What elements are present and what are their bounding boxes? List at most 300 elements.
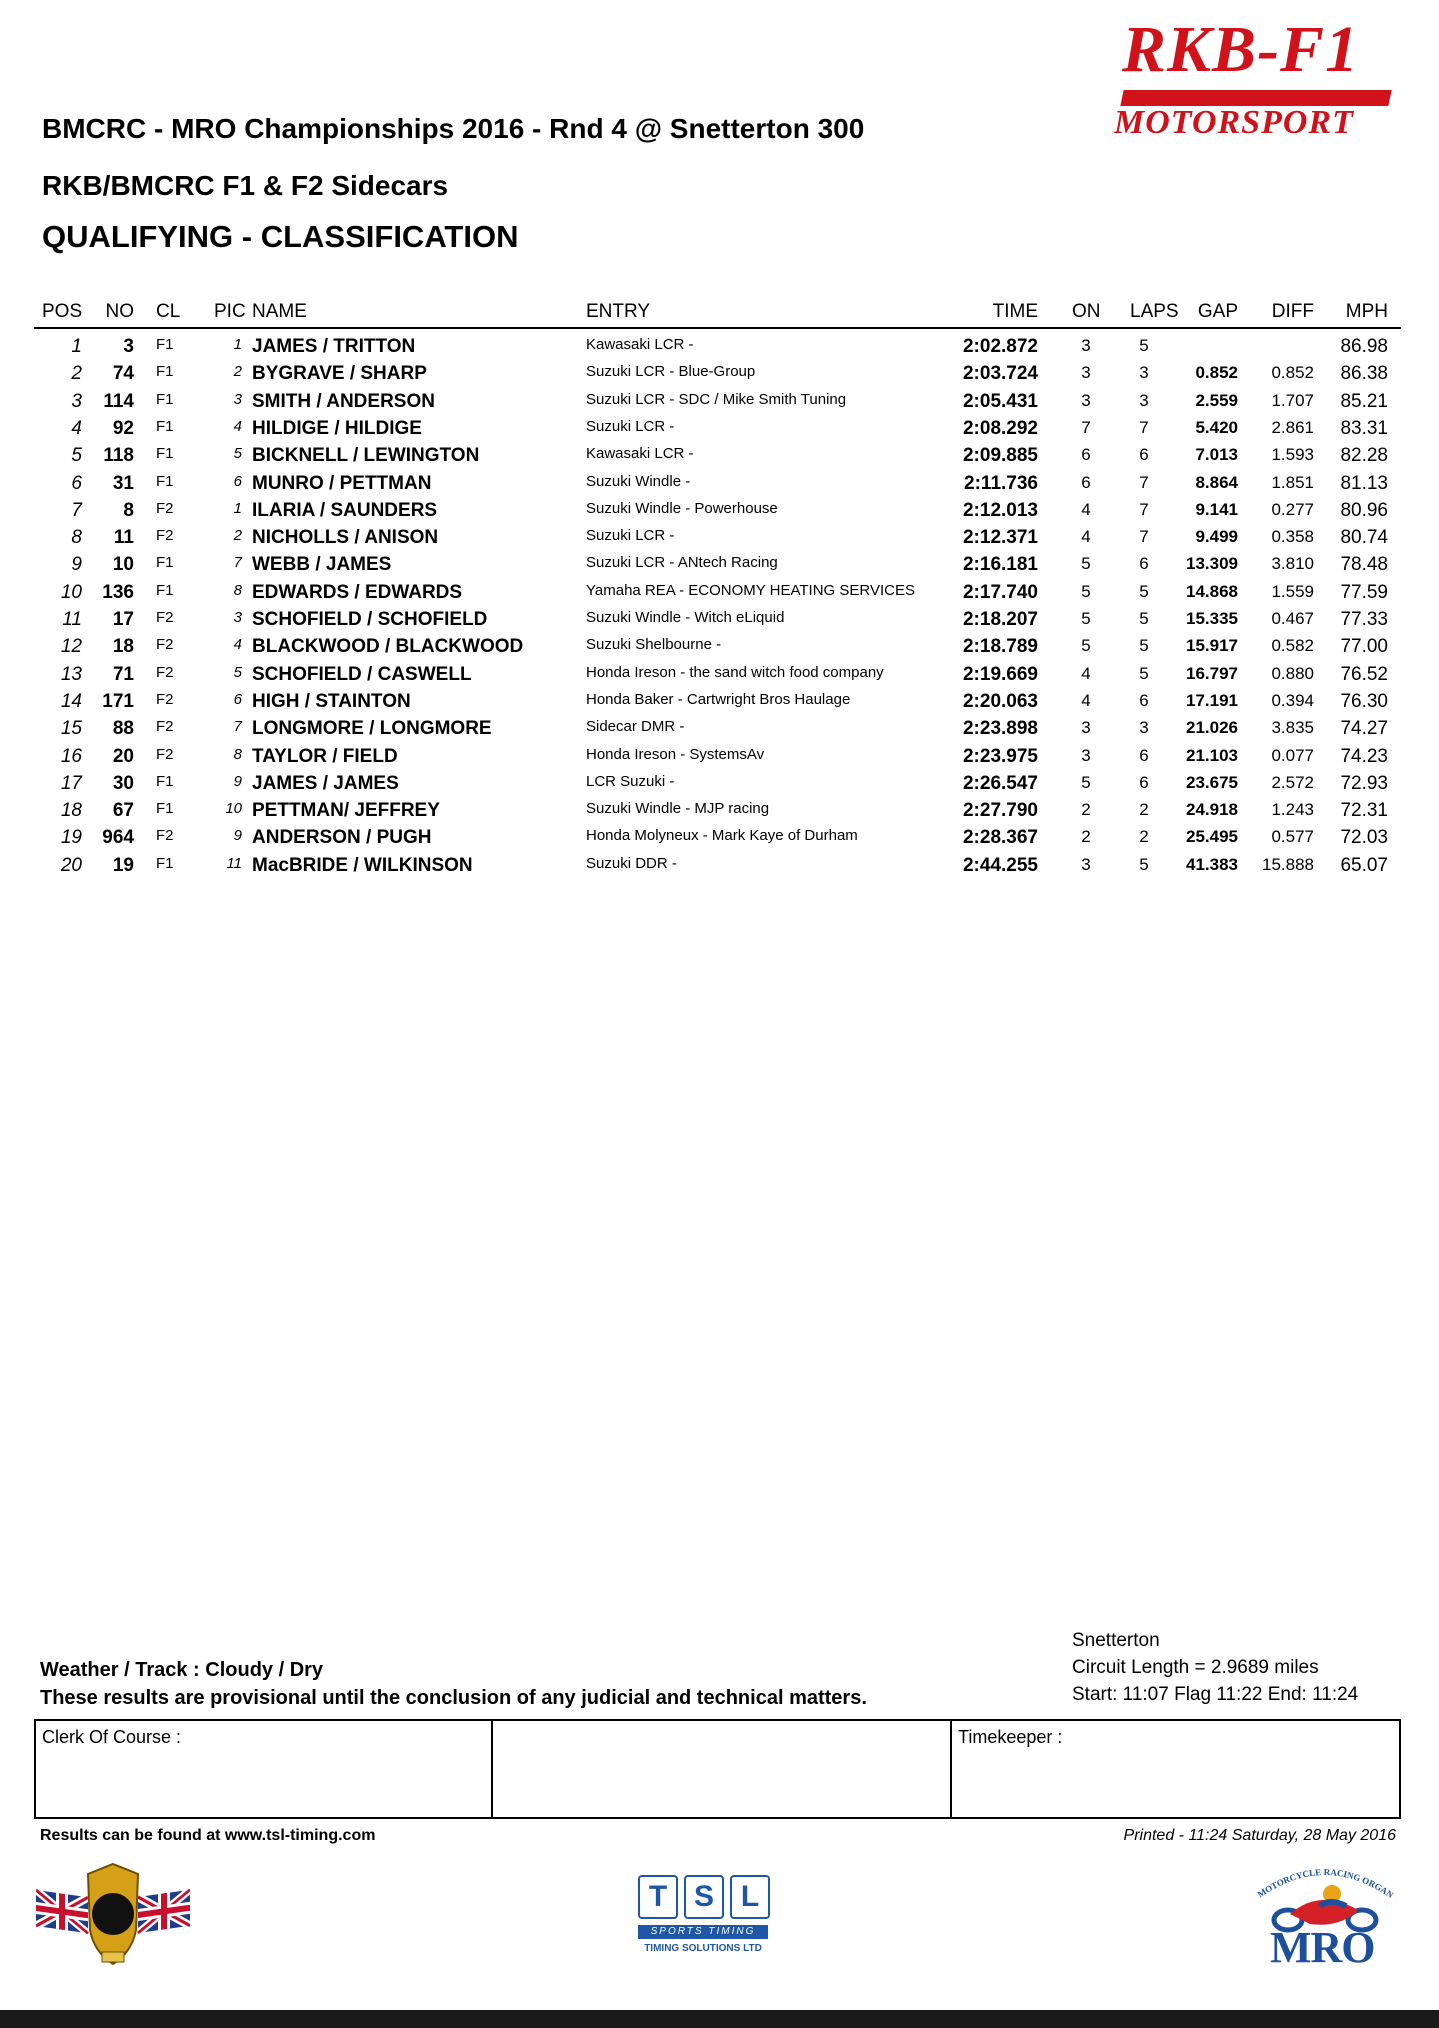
cell-diff: 0.358 xyxy=(1271,527,1314,547)
table-row xyxy=(0,527,1439,554)
cell-diff: 0.277 xyxy=(1271,499,1314,519)
cell-time: 2:02.872 xyxy=(962,336,1038,357)
cell-on: 3 xyxy=(1081,336,1091,355)
cell-entry: Suzuki LCR - ANtech Racing xyxy=(586,554,778,572)
cell-pos: 19 xyxy=(60,827,82,849)
cell-gap: 16.797 xyxy=(1186,663,1238,683)
cell-cl: F1 xyxy=(156,472,174,490)
cell-name: HIGH / STAINTON xyxy=(252,690,411,712)
cell-pos: 2 xyxy=(71,363,82,385)
table-row xyxy=(0,418,1439,445)
cell-entry: Honda Baker - Cartwright Bros Haulage xyxy=(586,690,851,708)
weather-track: Weather / Track : Cloudy / Dry xyxy=(40,1659,324,1681)
cell-time: 2:08.292 xyxy=(962,417,1038,439)
cell-cl: F2 xyxy=(156,663,174,681)
cell-name: SMITH / ANDERSON xyxy=(252,390,435,412)
cell-name: HILDIGE / HILDIGE xyxy=(252,417,422,439)
cell-pos: 15 xyxy=(60,718,82,740)
table-row xyxy=(0,800,1439,827)
cell-diff: 0.077 xyxy=(1271,745,1314,765)
cell-cl: F2 xyxy=(156,609,174,626)
session-title: QUALIFYING - CLASSIFICATION xyxy=(42,219,519,254)
cell-pic: 7 xyxy=(233,718,242,736)
cell-pic: 2 xyxy=(233,527,242,545)
table-row xyxy=(0,500,1439,527)
cell-on: 4 xyxy=(1081,690,1091,710)
cell-entry: Suzuki LCR - SDC / Mike Smith Tuning xyxy=(586,390,847,408)
col-header-entry: ENTRY xyxy=(586,301,651,322)
table-row xyxy=(0,664,1439,691)
table-row xyxy=(0,718,1439,745)
cell-on: 4 xyxy=(1081,527,1091,547)
cell-entry: Honda Ireson - SystemsAv xyxy=(586,745,765,763)
cell-cl: F1 xyxy=(156,445,174,463)
cell-gap: 9.499 xyxy=(1195,527,1238,547)
cell-laps: 3 xyxy=(1139,718,1149,738)
cell-no: 71 xyxy=(112,663,134,685)
cell-pic: 1 xyxy=(233,499,242,517)
cell-pos: 12 xyxy=(60,636,82,658)
col-header-on: ON xyxy=(1072,301,1101,322)
cell-name: BLACKWOOD / BLACKWOOD xyxy=(252,636,524,658)
cell-no: 19 xyxy=(112,854,134,876)
tsl-letter-s: S xyxy=(684,1875,724,1919)
cell-no: 11 xyxy=(113,527,134,549)
cell-pic: 9 xyxy=(233,772,242,790)
cell-cl: F1 xyxy=(156,854,174,872)
cell-pic: 8 xyxy=(233,745,242,763)
timekeeper-cell xyxy=(952,1721,1399,1817)
cell-pic: 2 xyxy=(233,363,242,381)
cell-name: TAYLOR / FIELD xyxy=(252,745,398,767)
cell-on: 4 xyxy=(1081,499,1091,519)
cell-pos: 14 xyxy=(60,690,82,712)
cell-laps: 6 xyxy=(1139,745,1149,765)
cell-gap: 25.495 xyxy=(1186,827,1238,847)
cell-no: 964 xyxy=(102,827,134,849)
blank-signature-cell xyxy=(493,1721,952,1817)
cell-entry: LCR Suzuki - xyxy=(586,772,675,790)
cell-pic: 10 xyxy=(225,800,242,818)
cell-laps: 5 xyxy=(1139,336,1149,355)
cell-cl: F1 xyxy=(156,390,174,408)
cell-no: 171 xyxy=(102,690,134,712)
cell-laps: 5 xyxy=(1139,663,1149,683)
col-header-laps: LAPS xyxy=(1130,301,1179,322)
col-header-diff: DIFF xyxy=(1271,301,1314,322)
cell-no: 114 xyxy=(103,390,134,412)
cell-on: 3 xyxy=(1081,363,1091,383)
cell-time: 2:09.885 xyxy=(962,445,1038,467)
cell-pos: 18 xyxy=(60,800,82,822)
cell-gap: 14.868 xyxy=(1186,581,1238,601)
table-row xyxy=(0,746,1439,773)
cell-pos: 9 xyxy=(71,554,82,576)
cell-diff: 1.559 xyxy=(1271,581,1314,601)
cell-mph: 76.52 xyxy=(1340,663,1388,685)
cell-cl: F2 xyxy=(156,636,174,654)
cell-pic: 6 xyxy=(233,690,242,708)
cell-cl: F1 xyxy=(156,417,174,435)
mro-logo xyxy=(1250,1858,1400,1970)
cell-no: 30 xyxy=(112,772,134,794)
cell-pos: 13 xyxy=(60,663,82,685)
table-row xyxy=(0,691,1439,718)
cell-pic: 3 xyxy=(233,609,242,626)
cell-time: 2:12.371 xyxy=(962,527,1038,549)
cell-on: 4 xyxy=(1081,663,1091,683)
col-header-gap: GAP xyxy=(1197,301,1238,322)
cell-laps: 6 xyxy=(1139,554,1149,574)
cell-diff: 1.243 xyxy=(1271,800,1314,820)
class-subtitle: RKB/BMCRC F1 & F2 Sidecars xyxy=(42,170,449,201)
cell-entry: Suzuki Windle - xyxy=(586,472,691,490)
cell-pos: 3 xyxy=(71,390,82,412)
cell-entry: Suzuki Windle - MJP racing xyxy=(586,800,770,818)
cell-pic: 9 xyxy=(233,827,242,845)
cell-time: 2:23.898 xyxy=(962,718,1038,740)
cell-entry: Suzuki LCR - xyxy=(586,527,675,545)
cell-on: 5 xyxy=(1081,554,1091,574)
cell-cl: F2 xyxy=(156,718,174,736)
table-row xyxy=(0,609,1439,636)
cell-mph: 72.31 xyxy=(1340,800,1388,822)
col-header-mph: MPH xyxy=(1345,301,1388,322)
cell-entry: Kawasaki LCR - xyxy=(586,445,694,463)
cell-laps: 2 xyxy=(1139,827,1149,847)
cell-diff: 0.852 xyxy=(1271,363,1314,383)
cell-name: JAMES / TRITTON xyxy=(252,336,416,357)
cell-time: 2:27.790 xyxy=(962,800,1038,822)
cell-pic: 11 xyxy=(226,854,242,872)
cell-diff: 0.582 xyxy=(1271,636,1314,656)
cell-mph: 86.98 xyxy=(1340,336,1388,357)
cell-no: 3 xyxy=(123,336,134,357)
table-row xyxy=(0,773,1439,800)
tsl-letter-l: L xyxy=(730,1875,770,1919)
cell-laps: 5 xyxy=(1139,609,1149,628)
cell-gap: 17.191 xyxy=(1186,690,1238,710)
cell-cl: F1 xyxy=(156,581,174,599)
cell-no: 10 xyxy=(112,554,134,576)
cell-gap: 15.335 xyxy=(1186,609,1238,628)
cell-time: 2:03.724 xyxy=(962,363,1038,385)
cell-gap: 13.309 xyxy=(1186,554,1238,574)
cell-gap: 21.026 xyxy=(1186,718,1238,738)
circuit-length: Circuit Length = 2.9689 miles xyxy=(1072,1657,1319,1678)
table-row xyxy=(0,582,1439,609)
cell-no: 18 xyxy=(112,636,134,658)
cell-pos: 1 xyxy=(71,336,82,357)
cell-mph: 76.30 xyxy=(1340,690,1388,712)
cell-on: 3 xyxy=(1081,390,1091,410)
cell-mph: 77.33 xyxy=(1340,609,1388,630)
cell-diff: 2.861 xyxy=(1271,417,1314,437)
cell-mph: 81.13 xyxy=(1340,472,1388,494)
cell-diff: 3.835 xyxy=(1271,718,1314,738)
cell-time: 2:20.063 xyxy=(962,690,1038,712)
bottom-edge-bar xyxy=(0,2010,1439,2028)
cell-name: LONGMORE / LONGMORE xyxy=(252,718,492,740)
cell-pic: 6 xyxy=(233,472,242,490)
table-row xyxy=(0,473,1439,500)
col-header-cl: CL xyxy=(156,301,181,322)
cell-time: 2:11.736 xyxy=(964,472,1038,494)
cell-diff: 0.467 xyxy=(1271,609,1314,628)
cell-laps: 5 xyxy=(1139,581,1149,601)
cell-cl: F2 xyxy=(156,690,174,708)
col-header-no: NO xyxy=(105,301,134,322)
cell-pic: 8 xyxy=(233,581,242,599)
cell-no: 8 xyxy=(123,499,134,521)
table-row xyxy=(0,445,1439,472)
cell-gap: 21.103 xyxy=(1186,745,1238,765)
cell-pos: 11 xyxy=(62,609,82,630)
cell-cl: F1 xyxy=(156,336,174,353)
mro-arc-text: MOTORCYCLE RACING ORGAN xyxy=(1255,1866,1396,1901)
cell-cl: F1 xyxy=(156,363,174,381)
cell-time: 2:28.367 xyxy=(962,827,1038,849)
cell-name: PETTMAN/ JEFFREY xyxy=(252,800,440,822)
cell-no: 118 xyxy=(103,445,134,467)
cell-diff: 2.572 xyxy=(1271,772,1314,792)
cell-pos: 10 xyxy=(60,581,82,603)
cell-entry: Yamaha REA - ECONOMY HEATING SERVICES xyxy=(586,581,915,599)
tsl-letter-t: T xyxy=(638,1875,678,1919)
cell-diff: 15.888 xyxy=(1262,854,1314,874)
cell-laps: 7 xyxy=(1139,499,1149,519)
cell-name: ANDERSON / PUGH xyxy=(252,827,432,849)
cell-name: MUNRO / PETTMAN xyxy=(252,472,432,494)
cell-name: WEBB / JAMES xyxy=(252,554,392,576)
cell-time: 2:18.789 xyxy=(962,636,1038,658)
cell-pos: 8 xyxy=(71,527,82,549)
tsl-letter-boxes xyxy=(638,1875,770,1919)
cell-time: 2:12.013 xyxy=(962,499,1038,521)
cell-gap: 8.864 xyxy=(1195,472,1238,492)
cell-on: 2 xyxy=(1081,800,1091,820)
cell-no: 88 xyxy=(112,718,134,740)
cell-time: 2:23.975 xyxy=(962,745,1038,767)
cell-pic: 4 xyxy=(233,417,242,435)
cell-laps: 6 xyxy=(1139,690,1149,710)
cell-on: 6 xyxy=(1081,445,1091,465)
cell-on: 5 xyxy=(1081,581,1091,601)
cell-name: BYGRAVE / SHARP xyxy=(252,363,427,385)
tsl-company-name: TIMING SOLUTIONS LTD xyxy=(644,1943,762,1954)
results-url: Results can be found at www.tsl-timing.com xyxy=(40,1827,376,1844)
cell-mph: 72.03 xyxy=(1340,827,1388,849)
cell-mph: 74.27 xyxy=(1340,718,1388,740)
rkb-f1-logo xyxy=(1108,12,1408,141)
bmcrc-union-flag-icon xyxy=(36,1860,190,1970)
cell-name: BICKNELL / LEWINGTON xyxy=(252,445,480,467)
svg-text:MOTORCYCLE RACING ORGANISATION xyxy=(1250,1858,1396,1900)
cell-time: 2:44.255 xyxy=(962,854,1038,876)
cell-time: 2:05.431 xyxy=(962,390,1038,412)
cell-mph: 77.59 xyxy=(1340,581,1388,603)
cell-mph: 85.21 xyxy=(1340,390,1388,412)
col-header-time: TIME xyxy=(992,301,1038,322)
cell-on: 3 xyxy=(1081,718,1091,738)
cell-entry: Suzuki Windle - Powerhouse xyxy=(586,499,778,517)
cell-pos: 16 xyxy=(60,745,82,767)
cell-cl: F2 xyxy=(156,745,174,763)
cell-pic: 1 xyxy=(233,336,242,353)
cell-on: 3 xyxy=(1081,745,1091,765)
cell-pos: 4 xyxy=(71,417,82,439)
cell-on: 5 xyxy=(1081,772,1091,792)
table-row xyxy=(0,827,1439,854)
cell-entry: Suzuki Windle - Witch eLiquid xyxy=(586,609,785,626)
cell-on: 5 xyxy=(1081,609,1091,628)
clerk-of-course-label: Clerk Of Course : xyxy=(42,1727,182,1747)
cell-pos: 5 xyxy=(71,445,82,467)
cell-no: 74 xyxy=(112,363,134,385)
timekeeper-label: Timekeeper : xyxy=(958,1727,1063,1747)
cell-no: 17 xyxy=(112,609,134,630)
cell-cl: F2 xyxy=(156,499,174,517)
cell-time: 2:18.207 xyxy=(962,609,1038,630)
cell-entry: Sidecar DMR - xyxy=(586,718,685,736)
cell-no: 67 xyxy=(112,800,134,822)
cell-laps: 6 xyxy=(1139,772,1149,792)
cell-cl: F1 xyxy=(156,772,174,790)
rkb-logo-main-text: RKB-F1 xyxy=(1122,13,1360,86)
cell-name: SCHOFIELD / SCHOFIELD xyxy=(252,609,488,630)
cell-gap: 7.013 xyxy=(1195,445,1238,465)
cell-pic: 3 xyxy=(233,390,242,408)
cell-diff: 0.394 xyxy=(1271,690,1314,710)
cell-entry: Kawasaki LCR - xyxy=(586,336,694,353)
cell-laps: 7 xyxy=(1139,417,1149,437)
cell-pos: 20 xyxy=(60,854,82,876)
cell-pos: 17 xyxy=(60,772,82,794)
cell-mph: 83.31 xyxy=(1340,417,1388,439)
cell-mph: 65.07 xyxy=(1340,854,1388,876)
cell-laps: 3 xyxy=(1139,363,1149,383)
cell-laps: 2 xyxy=(1139,800,1149,820)
cell-name: JAMES / JAMES xyxy=(252,772,399,794)
cell-no: 20 xyxy=(112,745,134,767)
cell-gap: 5.420 xyxy=(1195,417,1238,437)
col-header-name: NAME xyxy=(252,301,307,322)
cell-gap: 24.918 xyxy=(1186,800,1238,820)
provisional-notice: These results are provisional until the conclusion of any judicial and technical matters. xyxy=(40,1687,867,1709)
cell-laps: 7 xyxy=(1139,527,1149,547)
cell-on: 7 xyxy=(1081,417,1091,437)
cell-on: 3 xyxy=(1081,854,1091,874)
cell-cl: F1 xyxy=(156,800,174,818)
cell-entry: Suzuki LCR - Blue-Group xyxy=(586,363,756,381)
cell-on: 5 xyxy=(1081,636,1091,656)
cell-entry: Honda Ireson - the sand witch food company xyxy=(586,663,884,681)
cell-diff: 0.577 xyxy=(1271,827,1314,847)
cell-mph: 78.48 xyxy=(1340,554,1388,576)
event-title: BMCRC - MRO Championships 2016 - Rnd 4 @ Snetterton 300 xyxy=(42,113,865,144)
cell-mph: 82.28 xyxy=(1340,445,1388,467)
cell-cl: F2 xyxy=(156,527,174,545)
circuit-name: Snetterton xyxy=(1072,1630,1160,1651)
cell-no: 136 xyxy=(102,581,134,603)
cell-on: 6 xyxy=(1081,472,1091,492)
tsl-band: SPORTS TIMING xyxy=(638,1925,768,1939)
cell-laps: 5 xyxy=(1139,854,1149,874)
circuit-info xyxy=(1072,1627,1358,1708)
printed-timestamp: Printed - 11:24 Saturday, 28 May 2016 xyxy=(1123,1827,1396,1844)
cell-on: 2 xyxy=(1081,827,1091,847)
cell-pic: 5 xyxy=(233,663,242,681)
cell-cl: F1 xyxy=(156,554,174,572)
table-row xyxy=(0,855,1439,882)
cell-entry: Suzuki LCR - xyxy=(586,417,675,435)
cell-pos: 7 xyxy=(71,499,82,521)
cell-laps: 5 xyxy=(1139,636,1149,656)
cell-cl: F2 xyxy=(156,827,174,845)
cell-entry: Honda Molyneux - Mark Kaye of Durham xyxy=(586,827,858,845)
cell-entry: Suzuki Shelbourne - xyxy=(586,636,722,654)
cell-entry: Suzuki DDR - xyxy=(586,854,677,872)
cell-mph: 74.23 xyxy=(1340,745,1388,767)
cell-pic: 5 xyxy=(233,445,242,463)
header-divider xyxy=(34,327,1401,329)
cell-diff: 3.810 xyxy=(1271,554,1314,574)
cell-name: EDWARDS / EDWARDS xyxy=(252,581,463,603)
cell-diff: 0.880 xyxy=(1271,663,1314,683)
cell-no: 31 xyxy=(112,472,134,494)
clerk-of-course-cell xyxy=(36,1721,493,1817)
cell-gap: 9.141 xyxy=(1195,499,1238,519)
cell-time: 2:16.181 xyxy=(962,554,1038,576)
table-row xyxy=(0,391,1439,418)
col-header-pos: POS xyxy=(42,301,83,322)
cell-mph: 86.38 xyxy=(1340,363,1388,385)
cell-diff: 1.707 xyxy=(1271,390,1314,410)
cell-mph: 80.96 xyxy=(1340,499,1388,521)
cell-gap: 41.383 xyxy=(1186,854,1238,874)
cell-mph: 72.93 xyxy=(1340,772,1388,794)
cell-mph: 80.74 xyxy=(1340,527,1388,549)
tsl-logo xyxy=(636,1875,776,1965)
cell-gap: 23.675 xyxy=(1186,772,1238,792)
cell-time: 2:17.740 xyxy=(962,581,1038,603)
session-times: Start: 11:07 Flag 11:22 End: 11:24 xyxy=(1072,1684,1359,1705)
table-header xyxy=(0,301,1439,328)
rkb-logo-sub-text: MOTORSPORT xyxy=(1114,104,1354,141)
cell-name: NICHOLLS / ANISON xyxy=(252,527,439,549)
cell-mph: 77.00 xyxy=(1340,636,1388,658)
cell-no: 92 xyxy=(112,417,134,439)
cell-pic: 4 xyxy=(233,636,242,654)
signature-box xyxy=(34,1719,1401,1819)
cell-gap: 0.852 xyxy=(1195,363,1238,383)
cell-laps: 3 xyxy=(1139,390,1149,410)
bmcrc-logo xyxy=(36,1860,190,1970)
table-row xyxy=(0,554,1439,581)
cell-time: 2:19.669 xyxy=(962,663,1038,685)
mro-text: MRO xyxy=(1270,1923,1375,1972)
cell-name: ILARIA / SAUNDERS xyxy=(252,499,438,521)
cell-diff: 1.593 xyxy=(1271,445,1314,465)
cell-gap: 15.917 xyxy=(1186,636,1238,656)
cell-gap: 2.559 xyxy=(1195,390,1238,410)
cell-pos: 6 xyxy=(71,472,82,494)
cell-name: SCHOFIELD / CASWELL xyxy=(252,663,472,685)
table-row xyxy=(0,363,1439,390)
cell-time: 2:26.547 xyxy=(962,772,1038,794)
table-row xyxy=(0,336,1439,363)
col-header-pic: PIC xyxy=(214,301,246,322)
